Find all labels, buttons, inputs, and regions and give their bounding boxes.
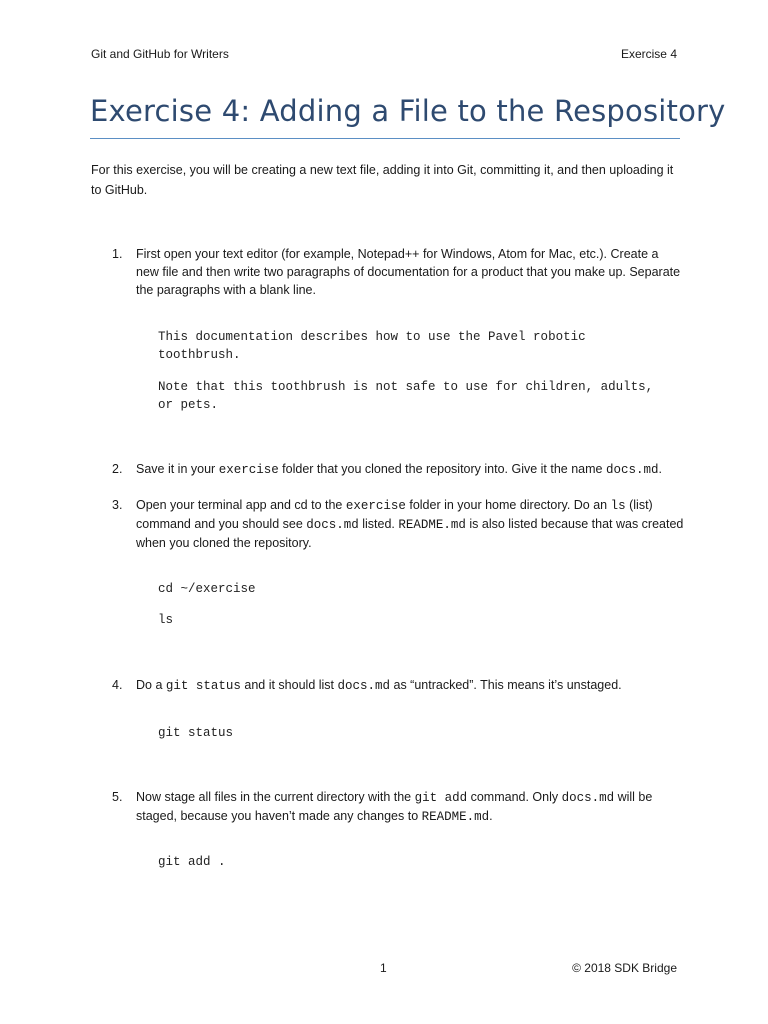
running-header-title: Git and GitHub for Writers [91, 47, 229, 61]
code-block-ls: ls [158, 613, 174, 627]
intro-paragraph: For this exercise, you will be creating a new text file, adding it into Git, committing it, and then uploading it to GitHub. [91, 163, 674, 197]
inline-code: docs.md [306, 518, 359, 532]
step-number: 5. [112, 790, 123, 804]
inline-code: exercise [218, 463, 279, 477]
step-text: Do a git status and it should list docs.md as “untracked”. This means it’s unstaged. [136, 678, 622, 693]
inline-code: exercise [345, 499, 406, 513]
step-text: First open your text editor (for example, Notepad++ for Windows, Atom for Mac, etc.). Create a new file and then write two paragraphs of documentation for a product that you make up. Separate the paragraphs with a blank line. [136, 247, 681, 297]
code-block-doc-paragraph-2: Note that this toothbrush is not safe to use for children, adults, or pets. [158, 380, 654, 412]
code-block-git-add: git add . [158, 855, 226, 869]
step-number: 1. [112, 247, 123, 261]
step-text: Now stage all files in the current directory with the git add command. Only docs.md will be staged, because you haven’t made any changes to README.md. [136, 790, 653, 824]
code-block-git-status: git status [158, 726, 234, 740]
inline-code: README.md [398, 518, 466, 532]
inline-code: git status [165, 679, 241, 693]
inline-code: ls [610, 499, 626, 513]
running-header-section: Exercise 4 [620, 47, 677, 61]
step-number: 3. [112, 498, 123, 512]
step-text: Save it in your exercise folder that you cloned the repository into. Give it the name docs.md. [136, 462, 662, 477]
page-number: 1 [380, 961, 387, 975]
step-text: Open your terminal app and cd to the exercise folder in your home directory. Do an ls (list) command and you should see docs.md listed. README.md is also listed because that was created when you cloned the repository. [136, 498, 684, 550]
inline-code: docs.md [561, 791, 615, 805]
inline-code: docs.md [337, 679, 391, 693]
title-divider [90, 138, 680, 139]
code-block-doc-paragraph-1: This documentation describes how to use the Pavel robotic toothbrush. [158, 330, 586, 362]
code-block-cd: cd ~/exercise [158, 582, 256, 596]
inline-code: docs.md [605, 463, 659, 477]
step-number: 2. [112, 462, 123, 476]
inline-code: README.md [421, 810, 490, 824]
step-number: 4. [112, 678, 123, 692]
page-title: Exercise 4: Adding a File to the Respository [90, 94, 726, 128]
copyright-notice: © 2018 SDK Bridge [572, 961, 677, 975]
inline-code: git add [414, 791, 468, 805]
